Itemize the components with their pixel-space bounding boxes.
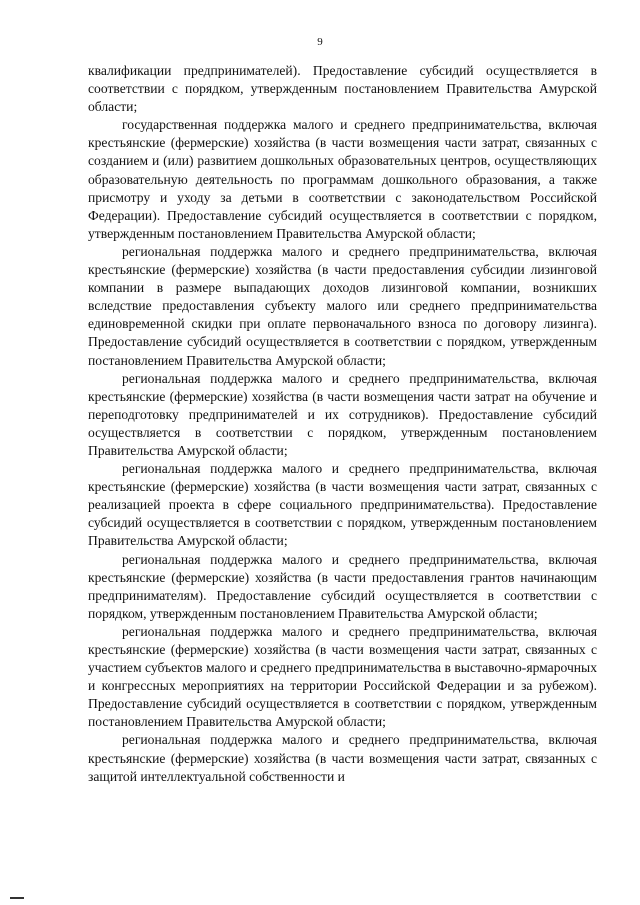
scan-edge-mark bbox=[10, 897, 24, 899]
paragraph: региональная поддержка малого и среднего предпринимательства, включая крестьянские (фермерские) хозяйства (в части возмещения части затрат, связанных с защитой интеллектуальной собственности и bbox=[88, 732, 597, 784]
paragraph: государственная поддержка малого и среднего предпринимательства, включая крестьянские (фермерские) хозяйства (в части возмещения части затрат, связанных с созданием и (или) развитием дошкольных образовательных центров, осуществляющих образовательную деятельность по программам дошкольного образования, а также присмотру и уходу за детьми в соответствии с законодательством Российской Федерации). Предоставление субсидий осуществляется в соответствии с порядком, утвержденным постановлением Правительства Амурской области; bbox=[88, 117, 597, 241]
paragraph: региональная поддержка малого и среднего предпринимательства, включая крестьянские (фермерские) хозяйства (в части предоставления грантов начинающим предпринимателям). Предоставление субсидий осуществляется в соответствии с порядком, утвержденным постановлением Правительства Амурской области; bbox=[88, 551, 597, 621]
paragraph: региональная поддержка малого и среднего предпринимательства, включая крестьянские (фермерские) хозяйства (в части возмещения части затрат, связанных с участием субъектов малого и среднего предпринимательства в выставочно-ярмарочных и конгрессных мероприятиях на территории Российской Федерации и за рубежом). Предоставление субсидий осуществляется в соответствии с порядком, утвержденным постановлением Правительства Амурской области; bbox=[88, 623, 597, 730]
page-number: 9 bbox=[317, 36, 323, 48]
paragraph: региональная поддержка малого и среднего предпринимательства, включая крестьянские (фермерские) хозяйства (в части предоставления субсидии лизинговой компании в размере выпадающих доходов лизинговой компании, возникших вследствие предоставления субъекту малого или среднего предпринимательства единовременной скидки при оплате первоначального взноса по договору лизинга). Предоставление субсидий осуществляется в соответствии с порядком, утвержденным постановлением Правительства Амурской области; bbox=[88, 243, 597, 368]
paragraph: региональная поддержка малого и среднего предпринимательства, включая крестьянские (фермерские) хозяйства (в части возмещения части затрат, связанных с реализацией проекта в сфере социального предпринимательства). Предоставление субсидий осуществляется в соответствии с порядком, утвержденным постановлением Правительства Амурской области; bbox=[88, 461, 597, 549]
paragraph: региональная поддержка малого и среднего предпринимательства, включая крестьянские (фермерские) хозяйства (в части возмещения части затрат на обучение и переподготовку предпринимателей и их сотрудников). Предоставление субсидий осуществляется в соответствии с порядком, утвержденным постановлением Правительства Амурской области; bbox=[88, 370, 597, 458]
document-body bbox=[88, 62, 597, 786]
paragraph: квалификации предпринимателей). Предоставление субсидий осуществляется в соответствии с порядком, утвержденным постановлением Правительства Амурской области; bbox=[88, 63, 597, 115]
